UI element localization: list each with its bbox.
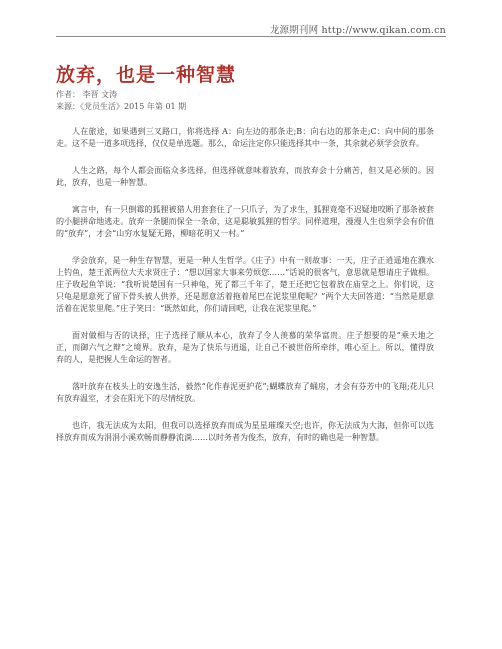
article-source: 来源：《党员生活》2015 年第 01 期 (56, 102, 187, 111)
body-paragraph: 学会放弃，是一种生存智慧，更是一种人生哲学。《庄子》中有一则故事：一天，庄子正逍遥地在濮水上钓鱼，楚王派两位大夫求贤庄子：“想以国家大事来劳烦您……”话说的很客气，意思就是想请庄子做相。庄子收起鱼竿说：“我听说楚国有一只神龟，死了都三千年了，楚王还把它包着放在庙堂之上。你们说，这只龟是愿意死了留下骨头被人供养，还是愿意活着拖着尾巴在泥浆里爬呢？”两个大夫回答道：“当然是愿意活着在泥浆里爬。”庄子笑曰：“既然如此，你们请回吧，让我在泥浆里爬。” (56, 255, 434, 314)
article-body (56, 126, 434, 459)
publisher-source-header: 龙源期刊网 http://www.qikan.com.cn (269, 25, 446, 36)
header-divider (56, 36, 446, 37)
body-paragraph: 人生之路，每个人都会面临众多选择，但选择就意味着放弃，而放弃会十分痛苦，但又是必须的。因此，放弃，也是一种智慧。 (56, 165, 434, 187)
article-title: 放弃，也是一种智慧 (56, 64, 237, 86)
body-paragraph: 也许，我无法成为太阳，但我可以选择放弃而成为星星璀璨天空;也许，你无法成为大海，但你可以选择放弃而成为涓涓小溪欢畅而静静流淌……以时务者为俊杰，放弃，有时的确也是一种智慧。 (56, 420, 434, 442)
body-paragraph: 人在旅途，如果遇到三叉路口，你将选择 A：向左边的那条走;B：向右边的那条走;C：向中间的那条走。这不是一道多项选择，仅仅是单选题。那么，命运注定你只能选择其中一条，其余就必须学会放弃。 (56, 127, 434, 149)
body-paragraph: 落叶放弃在枝头上的安逸生活，毅然“化作春泥更护花”;蝴蝶放弃了蛹房，才会有芬芳中的飞翔;花儿只有放弃温室，才会在阳光下的尽情绽放。 (56, 382, 434, 404)
body-paragraph: 寓言中，有一只倒霉的狐狸被猎人用套套住了一只爪子，为了求生，狐狸竟毫不迟疑地咬断了那条被套的小腿拼命地逃走。放弃一条腿而保全一条命，这是聪敏狐狸的哲学。同样道理，漫漫人生也须学会有价值的“放弃”，才会“山穷水复疑无路，柳暗花明又一村。” (56, 204, 434, 238)
body-paragraph: 面对做相与否的诀择，庄子选择了顺从本心，放弃了令人羡慕的荣华富贵。庄子想要的是“乘天地之正，而御六气之辩”之境界。放弃，是为了快乐与逍遥，让自己不被世俗所牵绊，唯心至上。所以，懂得放弃的人，是把握人生命运的智者。 (56, 331, 434, 365)
article-author: 作者： 李晋 文涛 (56, 90, 118, 99)
